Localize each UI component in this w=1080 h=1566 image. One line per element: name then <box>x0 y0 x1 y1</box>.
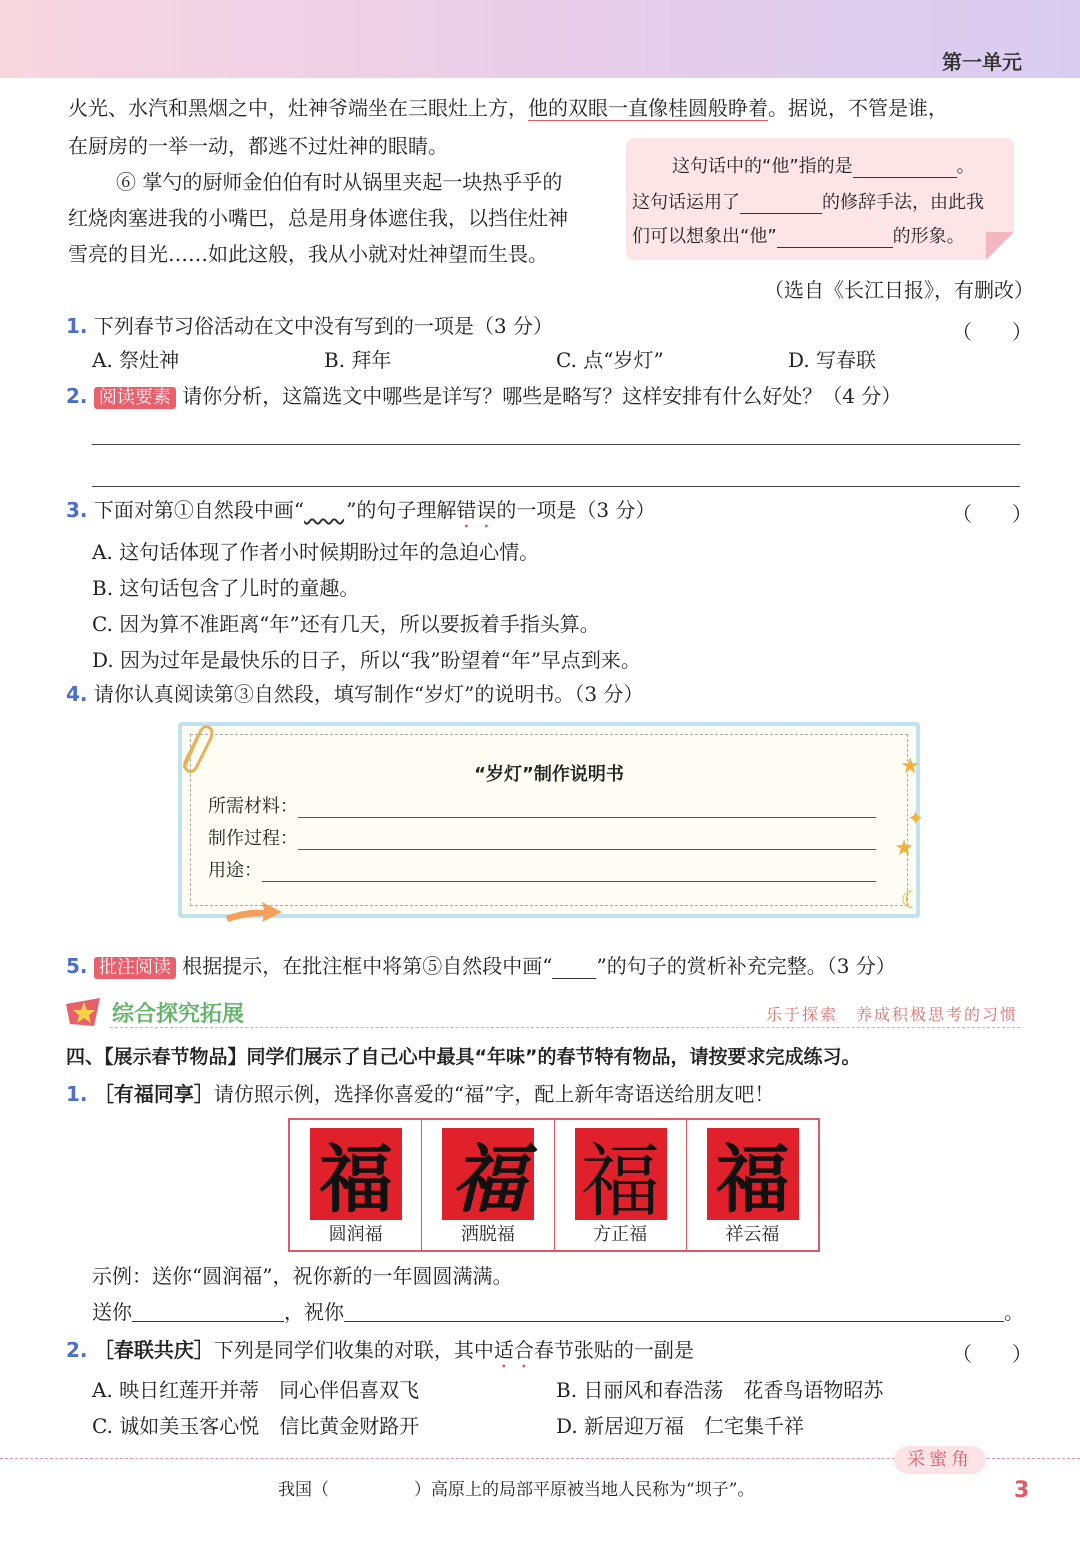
q1-option-b[interactable]: B. 拜年 <box>324 348 392 372</box>
passage-line-3: ⑥ 掌勺的厨师金伯伯有时从锅里夹起一块热乎乎的 <box>116 170 563 194</box>
sparkle-icon: ✦ <box>907 806 924 830</box>
usage-blank[interactable] <box>262 864 876 882</box>
fu-cell[interactable]: 福 洒脱福 <box>422 1120 554 1250</box>
part4-heading: 四、【展示春节物品】同学们展示了自己心中最具“年味”的春节特有物品，请按要求完成练习。 <box>66 1046 861 1068</box>
fu-cell[interactable]: 福 祥云福 <box>687 1120 818 1250</box>
q2-answer-line-1[interactable] <box>92 444 1020 445</box>
q3-option-b[interactable]: B. 这句话包含了儿时的童趣。 <box>92 576 360 600</box>
unit-title: 第一单元 <box>942 50 1022 74</box>
wish-blank[interactable] <box>344 1302 1004 1322</box>
p4-q1-stem: 1. ［有福同享］请仿照示例，选择你喜爱的“福”字，配上新年寄语送给朋友吧！ <box>66 1082 775 1106</box>
section-header: 综合探究拓展 乐于探索 养成积极思考的习惯 <box>62 994 1020 1028</box>
p4-q2-answer-paren[interactable]: （ ） <box>952 1342 1032 1366</box>
note-blank-2[interactable] <box>740 194 822 214</box>
q3-answer-paren[interactable]: （ ） <box>952 502 1032 526</box>
fu-cell[interactable]: 福 圆润福 <box>290 1120 422 1250</box>
q1-stem: 1. 下列春节习俗活动在文中没有写到的一项是（3 分） <box>66 314 553 338</box>
honey-corner-tag: 采蜜角 <box>894 1446 986 1474</box>
page-number: 3 <box>1014 1478 1030 1503</box>
passage-line-2: 在厨房的一举一动，都逃不过灶神的眼睛。 <box>68 134 448 158</box>
note-line-2: 这句话运用了 的修辞手法，由此我 <box>632 192 984 213</box>
reading-element-tag: 阅读要素 <box>94 387 176 409</box>
card-title: “岁灯”制作说明书 <box>474 764 624 785</box>
fu-choice-blank[interactable] <box>132 1302 284 1322</box>
passage-source: （选自《长江日报》，有删改） <box>764 278 1034 302</box>
q2-stem: 2. 阅读要素 请你分析，这篇选文中哪些是详写？哪些是略写？这样安排有什么好处？（4 分） <box>66 384 902 408</box>
q3-option-d[interactable]: D. 因为过年是最快乐的日子，所以“我”盼望着“年”早点到来。 <box>92 648 641 672</box>
materials-blank[interactable] <box>298 800 876 818</box>
q1-answer-paren[interactable]: （ ） <box>952 320 1032 344</box>
fu-round-image: 福 <box>310 1128 402 1220</box>
q1-option-a[interactable]: A. 祭灶神 <box>92 348 180 372</box>
note-line-3: 们可以想象出“他” 的形象。 <box>632 226 965 247</box>
fu-example: 示例：送你“圆润福”，祝你新的一年圆圆满满。 <box>92 1264 513 1288</box>
p4-q2-stem: 2. ［春联共庆］下列是同学们收集的对联，其中适合春节张贴的一副是 <box>66 1338 694 1362</box>
note-blank-3[interactable] <box>777 228 893 248</box>
q3-stem: 3. 下面对第①自然段中画“ ”的句子理解错误的一项是（3 分） <box>66 498 656 522</box>
note-line-1: 这句话中的“他”指的是 。 <box>672 156 975 177</box>
couplet-option-c[interactable]: C. 诚如美玉客心悦 信比黄金财路开 <box>92 1414 420 1438</box>
wavy-line-mark <box>304 500 346 520</box>
q1-option-d[interactable]: D. 写春联 <box>788 348 877 372</box>
q5-stem: 5. 批注阅读 根据提示，在批注框中将第⑤自然段中画“ ”的句子的赏析补充完整。（3 分） <box>66 954 896 978</box>
card-row-usage: 用途： <box>208 856 876 882</box>
q2-answer-line-2[interactable] <box>92 486 1020 487</box>
page-fold-corner <box>986 232 1014 260</box>
couplet-option-a[interactable]: A. 映日红莲开并蒂 同心伴侣喜双飞 <box>92 1378 420 1402</box>
couplet-option-b[interactable]: B. 日丽风和春浩荡 花香鸟语物昭苏 <box>556 1378 884 1402</box>
header-band <box>0 0 1080 78</box>
star-icon: ★ <box>894 836 914 861</box>
fu-cursive-image: 福 <box>442 1128 534 1220</box>
lamp-instruction-card <box>178 722 924 918</box>
footer-trivia: 我国（ ）高原上的局部平原被当地人民称为“坝子”。 <box>278 1480 755 1500</box>
q3-option-a[interactable]: A. 这句话体现了作者小时候期盼过年的急迫心情。 <box>92 540 540 564</box>
q1-option-c[interactable]: C. 点“岁灯” <box>556 348 664 372</box>
note-blank-1[interactable] <box>853 158 957 178</box>
star-badge-icon <box>62 994 104 1028</box>
fu-fill-line: 送你 ，祝你 。 <box>92 1300 1024 1324</box>
process-blank[interactable] <box>298 832 876 850</box>
couplet-option-d[interactable]: D. 新居迎万福 仁宅集千祥 <box>556 1414 805 1438</box>
card-row-process: 制作过程： <box>208 824 876 850</box>
passage-line-1: 火光、水汽和黑烟之中，灶神爷端坐在三眼灶上方，他的双眼一直像桂圆般睁着。据说，不管是谁， <box>68 96 948 120</box>
annotation-reading-tag: 批注阅读 <box>94 957 176 979</box>
fu-character-table <box>288 1118 820 1252</box>
annotated-sentence: 他的双眼一直像桂圆般睁着 <box>528 96 768 120</box>
annotation-box <box>626 138 1014 260</box>
arrow-icon <box>224 898 284 924</box>
fu-cell[interactable]: 福 方正福 <box>555 1120 687 1250</box>
q4-stem: 4. 请你认真阅读第③自然段，填写制作“岁灯”的说明书。（3 分） <box>66 682 644 706</box>
passage-line-5: 雪亮的目光……如此这般，我从小就对灶神望而生畏。 <box>68 242 548 266</box>
card-row-materials: 所需材料： <box>208 792 876 818</box>
q3-option-c[interactable]: C. 因为算不准距离“年”还有几天，所以要扳着手指头算。 <box>92 612 600 636</box>
star-icon: ★ <box>900 754 920 779</box>
fu-cloud-image: 福 <box>707 1128 799 1220</box>
moon-icon: ☾ <box>900 886 922 914</box>
passage-line-4: 红烧肉塞进我的小嘴巴，总是用身体遮住我，以挡住灶神 <box>68 206 568 230</box>
fu-square-image: 福 <box>575 1128 667 1220</box>
